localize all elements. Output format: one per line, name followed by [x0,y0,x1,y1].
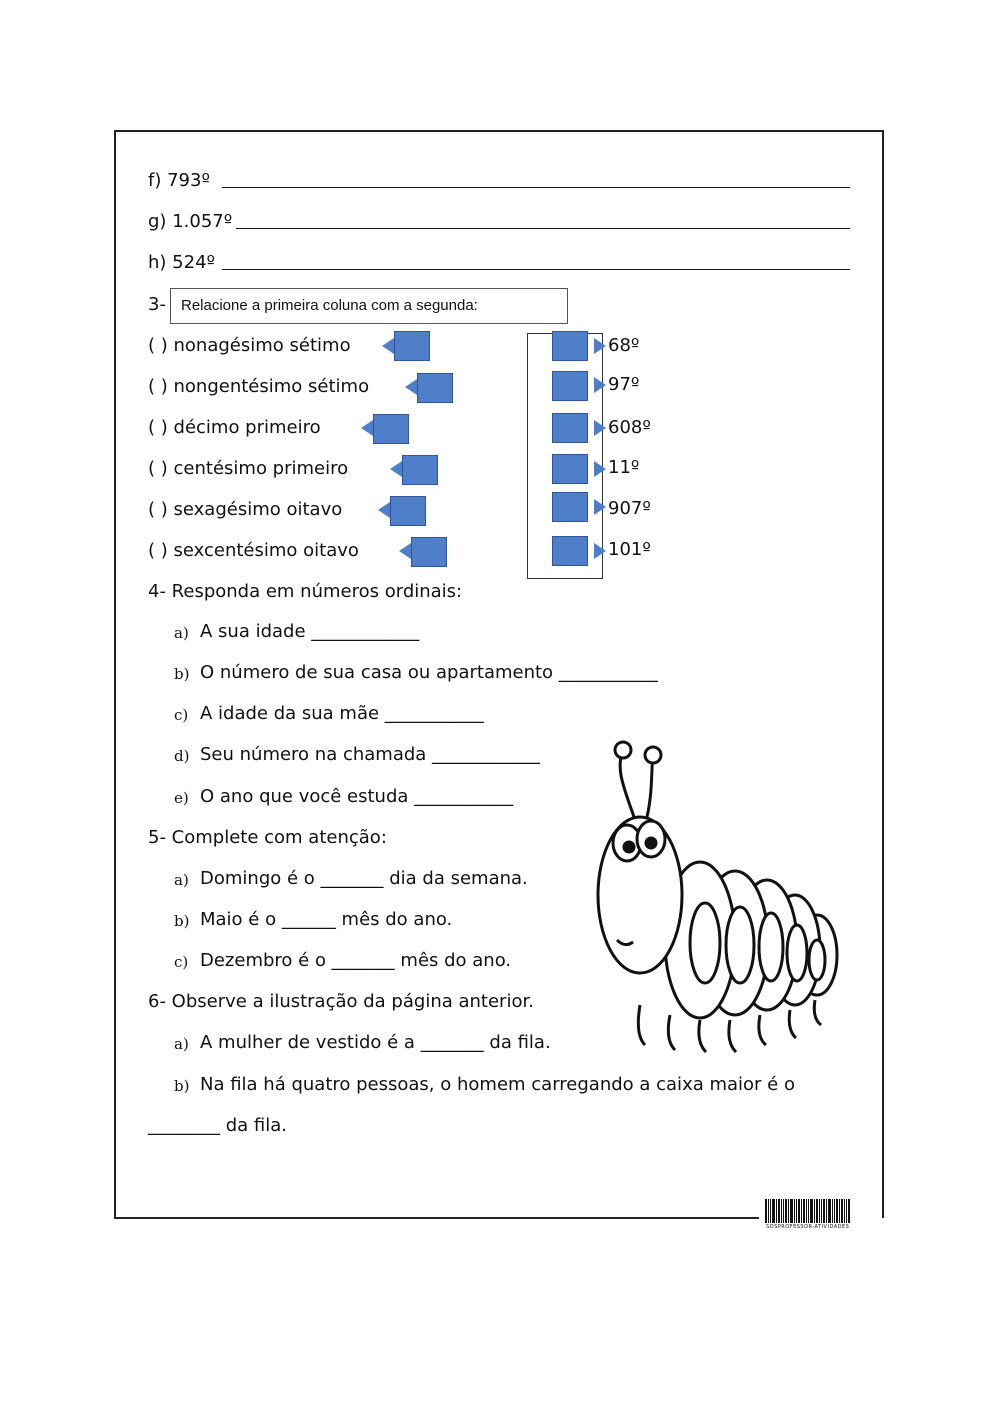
drop-target-left-1[interactable] [394,331,430,361]
section4-title: 4- Responda em números ordinais: [148,581,463,602]
arrow-left-icon [405,379,417,395]
arrow-left-icon [378,502,390,518]
section3-instruction: Relacione a primeira coluna com a segunda: [170,288,568,324]
arrow-left-icon [390,461,402,477]
item-letter: a) [174,871,189,889]
right-value-1: 68º [608,335,640,356]
question-5a: Domingo é o _______ dia da semana. [200,868,528,889]
answer-line-h[interactable] [222,269,850,270]
section6-title: 6- Observe a ilustração da página anterior. [148,991,534,1012]
item-h: h) 524º [148,252,216,273]
barcode-text: SOSPROFESSOR-ATIVIDADES [766,1224,850,1230]
drag-item-right-5[interactable] [552,492,588,522]
arrow-right-icon [594,338,606,354]
arrow-right-icon [594,461,606,477]
arrow-left-icon [361,420,373,436]
match-row-6: ( ) sexcentésimo oitavo [148,540,359,561]
question-4a: A sua idade ____________ [200,621,420,642]
right-value-4: 11º [608,457,640,478]
item-letter: d) [174,747,190,765]
item-letter: e) [174,789,189,807]
page-frame-bottom [114,1217,759,1219]
arrow-left-icon [382,338,394,354]
match-row-3: ( ) décimo primeiro [148,417,321,438]
item-letter: b) [174,912,190,930]
item-g: g) 1.057º [148,211,233,232]
right-value-5: 907º [608,498,651,519]
question-5c: Dezembro é o _______ mês do ano. [200,950,512,971]
arrow-left-icon [399,543,411,559]
section3-number: 3- [148,294,166,315]
drag-item-right-2[interactable] [552,371,588,401]
drag-item-right-6[interactable] [552,536,588,566]
question-4d: Seu número na chamada ____________ [200,744,541,765]
question-6b: Na fila há quatro pessoas, o homem carregando a caixa maior é o [200,1074,795,1095]
item-letter: b) [174,1077,190,1095]
arrow-right-icon [594,499,606,515]
question-6b-continuation: ________ da fila. [148,1115,287,1136]
drag-item-right-1[interactable] [552,331,588,361]
question-6a: A mulher de vestido é a _______ da fila. [200,1032,551,1053]
drop-target-left-3[interactable] [373,414,409,444]
drop-target-left-4[interactable] [402,455,438,485]
barcode [765,1199,871,1223]
arrow-right-icon [594,420,606,436]
drop-target-left-2[interactable] [417,373,453,403]
question-4b: O número de sua casa ou apartamento ___________ [200,662,658,683]
drag-item-right-3[interactable] [552,413,588,443]
item-f: f) 793º [148,170,210,191]
right-value-3: 608º [608,417,651,438]
item-letter: b) [174,665,190,683]
item-letter: a) [174,624,189,642]
section5-title: 5- Complete com atenção: [148,827,387,848]
answer-line-f[interactable] [222,187,850,188]
question-4e: O ano que você estuda ___________ [200,786,514,807]
match-row-4: ( ) centésimo primeiro [148,458,349,479]
match-row-2: ( ) nongentésimo sétimo [148,376,370,397]
item-letter: a) [174,1035,189,1053]
drop-target-left-5[interactable] [390,496,426,526]
caterpillar-illustration [595,735,845,1070]
arrow-right-icon [594,377,606,393]
answer-line-g[interactable] [236,228,850,229]
question-5b: Maio é o ______ mês do ano. [200,909,453,930]
drag-item-right-4[interactable] [552,454,588,484]
match-row-1: ( ) nonagésimo sétimo [148,335,351,356]
arrow-right-icon [594,543,606,559]
right-value-2: 97º [608,374,640,395]
question-4c: A idade da sua mãe ___________ [200,703,484,724]
right-value-6: 101º [608,539,651,560]
match-row-5: ( ) sexagésimo oitavo [148,499,343,520]
item-letter: c) [174,953,189,971]
drop-target-left-6[interactable] [411,537,447,567]
item-letter: c) [174,706,189,724]
